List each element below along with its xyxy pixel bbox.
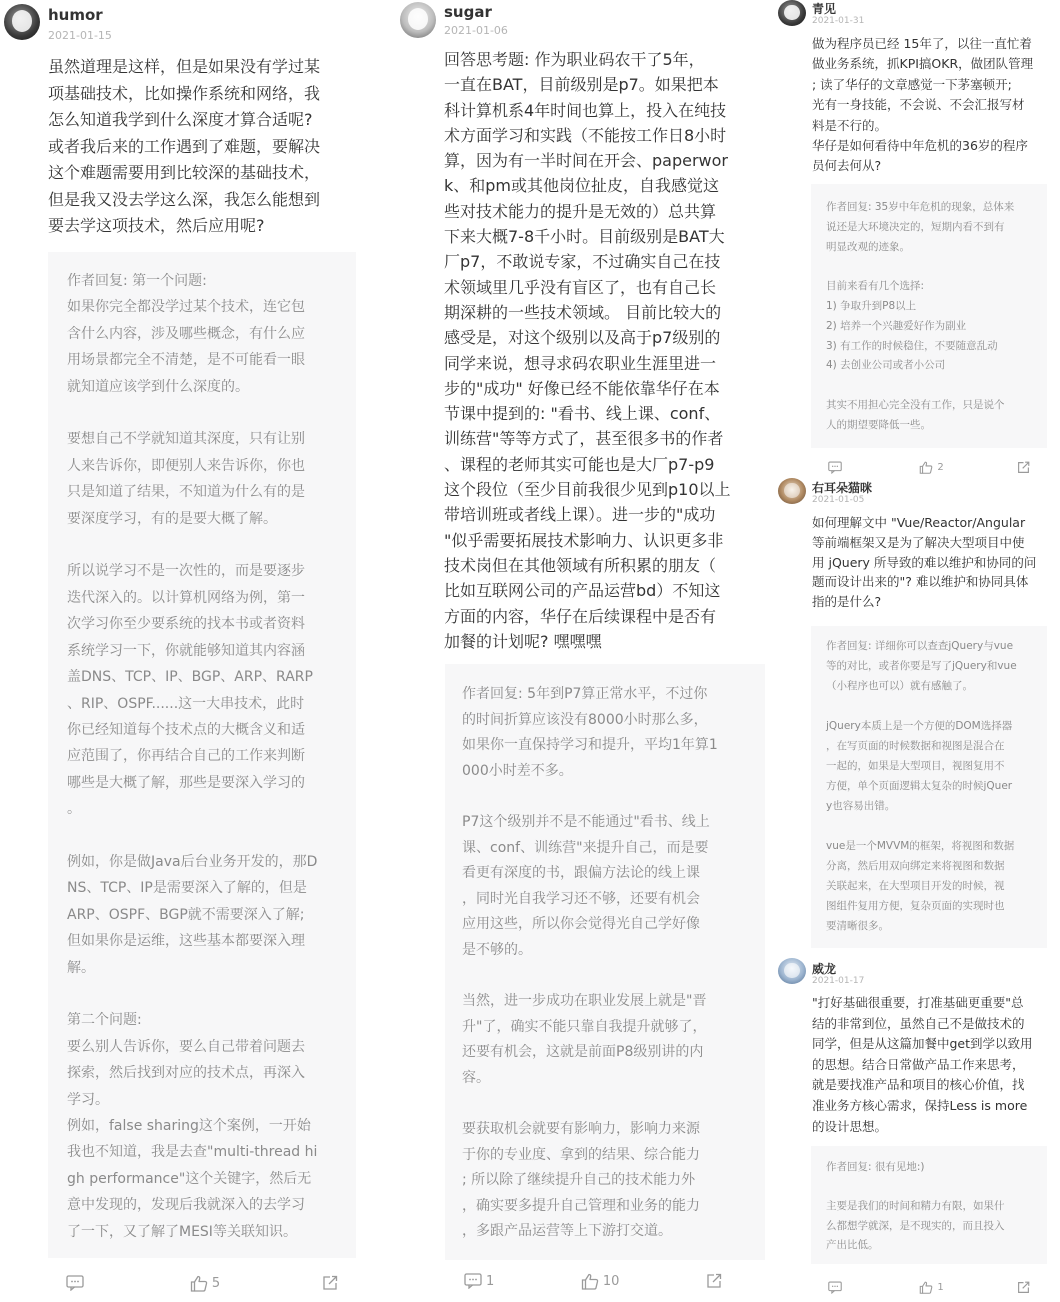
comment-text: 如何理解文中 "Vue/Reactor/Angular 等前端框架又是为了解决大型项目中使 用 jQuery 所导致的难以维护和协同的问 题而设计出来的"? 难以维护和协同具体 指的是什么? xyxy=(812,515,1037,610)
comment-icon xyxy=(828,1281,842,1294)
comment-actions xyxy=(66,1272,338,1294)
like-button[interactable] xyxy=(581,1273,620,1290)
author-reply-text: 作者回复: 很有见地:) 主要是我们的时间和精力有限，如果什 么都想学就深，是不现实的，而且投入 产出比低。 xyxy=(826,1161,1005,1252)
comment-button[interactable] xyxy=(828,461,846,474)
comment-date: 2021-01-17 xyxy=(812,976,865,986)
column-right xyxy=(776,0,1060,1302)
author-reply xyxy=(811,1146,1047,1264)
comment-text: "打好基础很重要，打准基础更重要"总 结的非常到位，虽然自己不是做技术的 同学，但是从这篇加餐中get到学以致用 的思想。结合日常做产品工作来思考， 就是要找准产品和项目的核心价值，找 准业务方核心需求，保持Less is more 的设计思想。 xyxy=(812,995,1033,1134)
username[interactable]: humor xyxy=(48,6,103,24)
like-count: 1 xyxy=(937,1281,944,1293)
share-button[interactable] xyxy=(1017,461,1030,474)
comment-text: 虽然道理是这样，但是如果没有学过某 项基础技术，比如操作系统和网络，我 怎么知道我学到什么深度才算合适呢? 或者我后来的工作遇到了难题，要解决 这个难题需要用到比较深的基础技术， 但是我又没去学这么深，我怎么能想到 要去学这项技术，然后应用呢? xyxy=(48,57,321,235)
comment-date: 2021-01-31 xyxy=(812,16,865,26)
comment-button[interactable] xyxy=(464,1273,494,1289)
comment-icon xyxy=(66,1275,84,1291)
thumbs-up-icon xyxy=(190,1275,208,1292)
column-middle xyxy=(396,0,776,1302)
column-left xyxy=(0,0,370,1302)
comment-actions xyxy=(464,1270,722,1292)
comment-date: 2021-01-06 xyxy=(444,24,508,37)
comment-button[interactable] xyxy=(828,1281,846,1294)
like-button[interactable] xyxy=(919,461,943,474)
thumbs-up-icon xyxy=(919,1281,933,1294)
like-count: 10 xyxy=(602,1273,620,1289)
author-reply xyxy=(445,664,765,1260)
share-button[interactable] xyxy=(1017,1281,1030,1294)
author-reply xyxy=(811,184,1047,448)
author-reply xyxy=(811,626,1047,948)
share-icon xyxy=(706,1273,722,1289)
like-button[interactable] xyxy=(919,1281,943,1294)
username[interactable]: 右耳朵猫咪 xyxy=(812,481,873,495)
username[interactable]: 威龙 xyxy=(812,962,837,976)
comment-actions xyxy=(828,1278,1030,1296)
share-icon xyxy=(1017,461,1030,474)
avatar[interactable] xyxy=(400,2,436,38)
comment-date: 2021-01-05 xyxy=(812,495,865,505)
comment-actions xyxy=(828,458,1030,476)
comment-text: 做为程序员已经 15年了，以往一直忙着 做业务系统，抓KPI搞OKR，做团队管理 ; 读了华仔的文章感觉一下茅塞顿开; 光有一身技能，不会说、不会汇报写材 料是不行的。 华仔是如何看待中年危机的36岁的程序 员何去何从? xyxy=(812,36,1034,174)
comment-count: 1 xyxy=(486,1273,495,1289)
comment-button[interactable] xyxy=(66,1275,88,1291)
avatar[interactable] xyxy=(778,478,806,504)
like-count: 5 xyxy=(211,1275,221,1291)
thumbs-up-icon xyxy=(581,1273,599,1290)
author-reply-text: 作者回复: 5年到P7算正常水平，不过你 的时间折算应该没有8000小时那么多， 如果你一直保持学习和提升，平均1年算1 000小时差不多。 P7这个级别并不是不能通过"看书、线上 课、conf、训练营"来提升自己，而是要 看更有深度的书，跟偏方法论的线上课 ，同时光自我学习还不够，还要有机会 应用这些，所以你会觉得光自己学好像 是不够的。 当然，进一步成功在职业发展上就是"晋 升"了，确实不能只靠自我提升就够了， 还要有机会，这就是前面P8级别讲的内 容。 要获取机会就要有影响力，影响力来源 于你的专业度、拿到的结果、综合能力 ; 所以除了继续提升自己的技术能力外 ，确实要多提升自己管理和业务的能力 ，多跟产品运营等上下游打交道。 xyxy=(462,686,718,1240)
username[interactable]: sugar xyxy=(444,3,492,21)
author-reply-text: 作者回复: 35岁中年危机的现象，总体来 说还是大环境决定的，短期内看不到有 明显改观的迹象。 目前来看有几个选择: 1) 争取升到P8以上 2) 培养一个兴趣爱好作为副业 3) 有工作的时候稳住，不要随意乱动 4) 去创业公司或者小公司 其实不用担心完全没有工作，只是说个 人的期望要降低一些。 xyxy=(826,201,1015,431)
share-icon xyxy=(322,1275,338,1291)
avatar[interactable] xyxy=(778,0,806,26)
share-icon xyxy=(1017,1281,1030,1294)
avatar[interactable] xyxy=(4,4,40,40)
comment-text: 回答思考题: 作为职业码农干了5年， 一直在BAT，目前级别是p7。如果把本 科计算机系4年时间也算上，投入在纯技 术方面学习和实践（不能按工作日8小时 算，因为有一半时间在开会、paperwor k、和pm或其他岗位扯皮，自我感觉这 些对技术能力的提升是无效的）总共算 下来大概7-8千小时。目前级别是BAT大 厂p7，不敢说专家，不过确实自己在技 术领域里几乎没有盲区了，也有自己长 期深耕的一些技术领域。 目前比较大的 感受是，对这个级别以及高于p7级别的 同学来说，想寻求码农职业生涯里进一 步的"成功" 好像已经不能依靠华仔在本 节课中提到的: "看书、线上课、conf、 训练营"等等方式了，甚至很多书的作者 、课程的老师其实可能也是大厂p7-p9 这个段位（至少目前我很少见到p10以上 带培训班或者线上课）。进一步的"成功 "似乎需要拓展技术影响力、认识更多非 技术岗但在其他领域有所积累的朋友（ 比如互联网公司的产品运营bd）不知这 方面的内容，华仔在后续课程中是否有 加餐的计划呢? 嘿嘿嘿 xyxy=(444,50,731,651)
comment-date: 2021-01-15 xyxy=(48,29,112,42)
like-count: 2 xyxy=(937,461,944,473)
author-reply-text: 作者回复: 第一个问题: 如果你完全都没学过某个技术，连它包 含什么内容，涉及哪些概念，有什么应 用场景都完全不清楚，是不可能看一眼 就知道应该学到什么深度的。 要想自己不学就知道其深度，只有让别 人来告诉你，即便别人来告诉你，你也 只是知道了结果，不知道为什么有的是 要深度学习，有的是要大概了解。 所以说学习不是一次性的，而是要逐步 迭代深入的。以计算机网络为例，第一 次学习你至少要系统的找本书或者资料 系统学习一下，你就能够知道其内容涵 盖DNS、TCP、IP、BGP、ARP、RARP 、RIP、OSPF......这一大串技术，此时 你已经知道每个技术点的大概含义和适 应范围了，你再结合自己的工作来判断 哪些是大概了解，那些是要深入学习的 。 例如，你是做Java后台业务开发的，那D NS、TCP、IP是需要深入了解的，但是 ARP、OSPF、BGP就不需要深入了解; 但如果你是运维，这些基本都要深入理 解。 第二个问题: 要么别人告诉你，要么自己带着问题去 探索，然后找到对应的技术点，再深入 学习。 例如，false sharing这个案例，一开始 我也不知道，我是去查"multi-thread hi gh performance"这个关键字，然后无 意中发现的，发现后我就深入的去学习 了一下，又了解了MESI等关联知识。 xyxy=(67,273,318,1240)
comment-icon xyxy=(464,1273,482,1289)
thumbs-up-icon xyxy=(919,461,933,474)
username[interactable]: 青见 xyxy=(812,2,837,16)
author-reply xyxy=(48,252,356,1258)
like-button[interactable] xyxy=(190,1275,220,1292)
comment-icon xyxy=(828,461,842,474)
avatar[interactable] xyxy=(778,958,806,984)
author-reply-text: 作者回复: 详细你可以查查jQuery与vue 等的对比，或者你要是写了jQuery和vue （小程序也可以）就有感触了。 jQuery本质上是一个方便的DOM选择器 ，在写页面的时候数据和视图是混合在 一起的，如果是大型项目，视图复用不 方便，单个页面逻辑太复杂的时候jQuer y也容易出错。 vue是一个MVVM的框架，将视图和数据 分离，然后用双向绑定来将视图和数据 关联起来，在大型项目开发的时候，视 图组件复用方便，复杂页面的实现时也 要清晰很多。 xyxy=(826,640,1017,932)
share-button[interactable] xyxy=(322,1275,338,1291)
share-button[interactable] xyxy=(706,1273,722,1289)
